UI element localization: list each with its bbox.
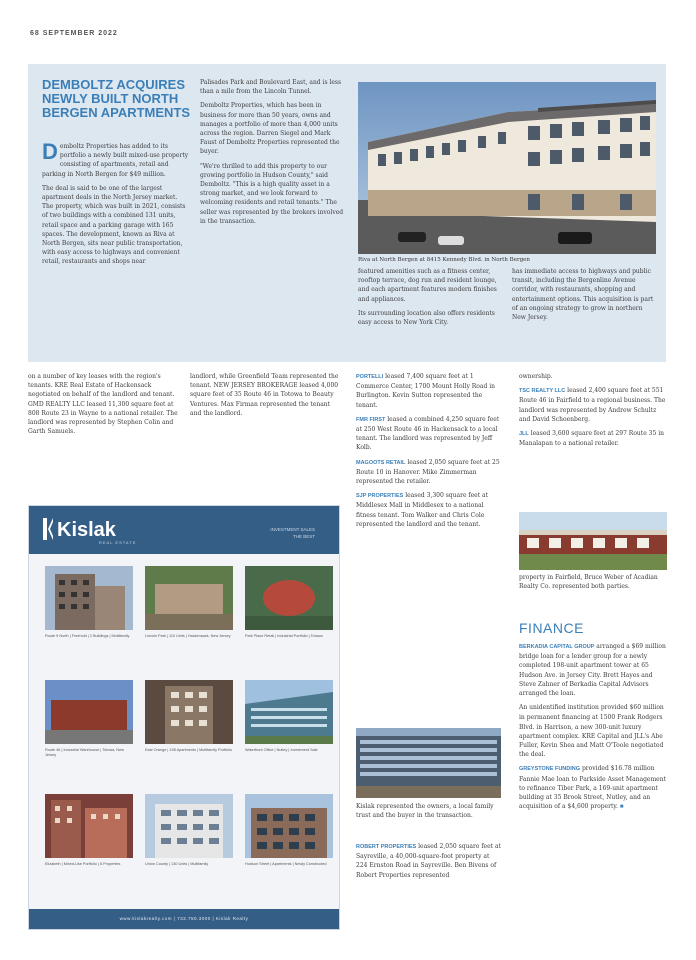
brief-item: ROBERT PROPERTIES leased 2,050 square feet at Sayreville, a 40,000-square-foot property at 224 Ernston Road in Sayreville. Ben Bivens of Robert Properties represented [356,843,501,879]
property-thumbnail [45,794,133,858]
brief-item: PORTELLI leased 7,400 square feet at 1 Commerce Center, 1700 Mount Holly Road in Burlington. Kevin Sutton represented the tenant. [356,373,496,409]
apartment-building-photo [358,82,656,254]
drop-cap: D [42,139,58,164]
retail-property-image [519,512,667,570]
ad-logo-sub: REAL ESTATE [99,540,137,545]
property-thumbnail [45,680,133,744]
retail-property-photo [519,512,667,570]
article-column-3b [356,842,501,885]
feature-column-2: Palisades Park and Boulevard East, and is less than a mile from the Lincoln Tunnel. Demboltz Properties, which has been in business for more than 50 years, owns and manages a portfolio of more than 4,000 units across the region. Darren Siegel and Mark Faust of Demboltz Properties represented the buyer. "We're thrilled to add this property to our growing portfolio in Hudson County," said Demboltz. "This is a high quality asset in a strong market, and we look forward to welcoming residents and retail tenants." The seller was represented by the brokers involved in the transaction. [200,79,344,225]
brief-item: GREYSTONE FUNDING provided $16.78 million Fannie Mae loan to Parkside Asset Management to refinance Tiber Park, a 169-unit apartment building at 35 Brook Street, Nutley, and an acquisition of a $4,600 property. ■ [519,765,667,811]
property-thumbnail [45,566,133,630]
property-thumbnail [145,680,233,744]
photo-mid-caption: Kislak represented the owners, a local family trust and the buyer in the transaction. [356,803,494,820]
feature-box [28,64,666,362]
apartment-building-image [358,82,656,254]
feature-column-1: Demboltz Properties has added to its portfolio a newly built mixed-use property consisting of apartments, retail and parking in North Bergen for $49 million. The deal is said to be one of the largest apartment deals in the North Jersey market. The property, which was built in 2021, consists of two buildings with a combined 131 units, retail space and a parking garage with 165 spaces. The development, known as Riva at North Bergen, sits near public transportation, with easy access to highways and convenient retail, restaurants and shops near [42,139,189,266]
article-column-3 [356,372,501,534]
article-column-4: ownership. TSC REALTY LLC leased 2,400 square feet at 551 Route 46 in Fairfield to a regional business. The landlord was represented by Andrew Schultz and David Schoenberg. JLL leased 3,600 square feet at 297 Route 35 in Manalapan to a national retailer. [519,373,666,448]
ad-property-tile: East Orange | 198 Apartments | Multifamily Portfolio [145,680,233,753]
brief-item: An unidentified institution provided $60 million in permanent financing at 1500 Frank Rodgers Blvd. in Harrison, a new 300-unit luxury apartment complex. KRE Capital and JLL's Abe Fuller, Kevin Shea and Matt O'Toole negotiated the deal. [519,704,664,759]
article-column-1: on a number of key leases with the region's tenants. KRE Real Estate of Hackensack negotiated on behalf of the landlord and tenant. GMD REALTY LLC leased 11,300 square feet at 808 Route 23 in Wayne to a national retailer. The landlord was represented by Stephen Colin and Garth Samuels. [28,373,178,436]
article-column-2: landlord, while Greenfield Team represented the tenant. NEW JERSEY BROKERAGE leased 4,000 square feet of 35 Route 46 in Totowa to Beauty Ventures. Max Firman represented the tenant and the landlord. [190,373,339,417]
ad-property-tile: Park Place Retail | Industrial Portfolio | Totowa [245,566,333,639]
brief-item: SJP PROPERTIES leased 3,300 square feet at Middlesex Mall in Middlesex to a national fitness tenant. Tom Walker and Chris Cole represented the landlord and the tenant. [356,492,489,528]
office-building-image [356,728,501,798]
section-heading-finance: FINANCE [519,620,584,636]
ad-property-tile: Union County | 130 Units | Multifamily [145,794,233,867]
ad-property-tile: Elizabeth | Mixed-Use Portfolio | 6 Properties [45,794,133,867]
property-thumbnail [145,566,233,630]
brief-item: TSC REALTY LLC leased 2,400 square feet at 551 Route 46 in Fairfield to a regional business. The landlord was represented by Andrew Schultz and David Schoenberg. [519,387,666,423]
feature-column-3: featured amenities such as a fitness center, rooftop terrace, dog run and resident lounge, and each apartment features modern finishes and appliances. Its surrounding location also offers residents easy access to New York City. [358,268,497,327]
kislak-logo-icon [43,518,53,540]
ad-property-tile: Route 9 North | Freehold | 2 Buildings | Multifamily [45,566,133,639]
feature-column-4: has immediate access to highways and public transit, including the Bergenline Avenue corridor, with restaurants, shopping and entertainment options. This acquisition is part of an ongoing strategy to grow in northern New Jersey. [512,268,654,322]
ad-footer: www.kislakrealty.com | 732.750.3000 | Kislak Realty [29,909,339,929]
photo-right-caption: property in Fairfield, Bruce Weber of Acadian Realty Co. represented both parties. [519,574,658,591]
brief-item: JLL leased 3,600 square feet at 297 Route 35 in Manalapan to a national retailer. [519,430,664,448]
ad-header [29,506,339,554]
ad-property-tile: Route 46 | Industrial Warehouse | Totowa, New Jersey [45,680,133,758]
feature-headline: DEMBOLTZ ACQUIRES NEWLY BUILT NORTH BERGEN APARTMENTS [42,77,191,120]
folio: 68 SEPTEMBER 2022 [30,30,118,37]
finance-column [519,642,667,817]
property-thumbnail [145,794,233,858]
property-thumbnail [245,566,333,630]
brief-item: FMR FIRST leased a combined 4,250 square feet at 250 West Route 46 in Hackensack to a local tenant. The landlord was represented by Jeff Kolb. [356,415,500,452]
property-thumbnail [245,680,333,744]
ad-property-tile: Waterfront Office | Nutley | Investment Sale [245,680,333,753]
brief-item: MAGOOTS RETAIL leased 2,050 square feet at 25 Route 10 in Hanover. Mike Zimmerman represented the retailer. [356,458,500,486]
photo-caption: Riva at North Bergen at 8415 Kennedy Blvd. in North Bergen [358,257,530,263]
kislak-advertisement [28,505,340,930]
end-mark: ■ [619,804,624,811]
office-building-photo [356,728,501,798]
property-thumbnail [245,794,333,858]
ad-property-tile: Lincoln Park | 110 Units | Hackensack, New Jersey [145,566,233,639]
brief-item: BERKADIA CAPITAL GROUP arranged a $69 million bridge loan for a lender group for a newly completed 198-unit apartment tower at 65 Hudson Ave. in Jersey City. Brett Hayes and Steve Zahner of Berkadia Capital Advisors arranged the loan. [519,643,666,698]
ad-property-tile: Hudson Street | Apartments | Newly Constructed [245,794,333,867]
ad-logo: Kislak [57,519,116,541]
ad-tagline: INVESTMENT SALES THE BEST [270,527,315,539]
